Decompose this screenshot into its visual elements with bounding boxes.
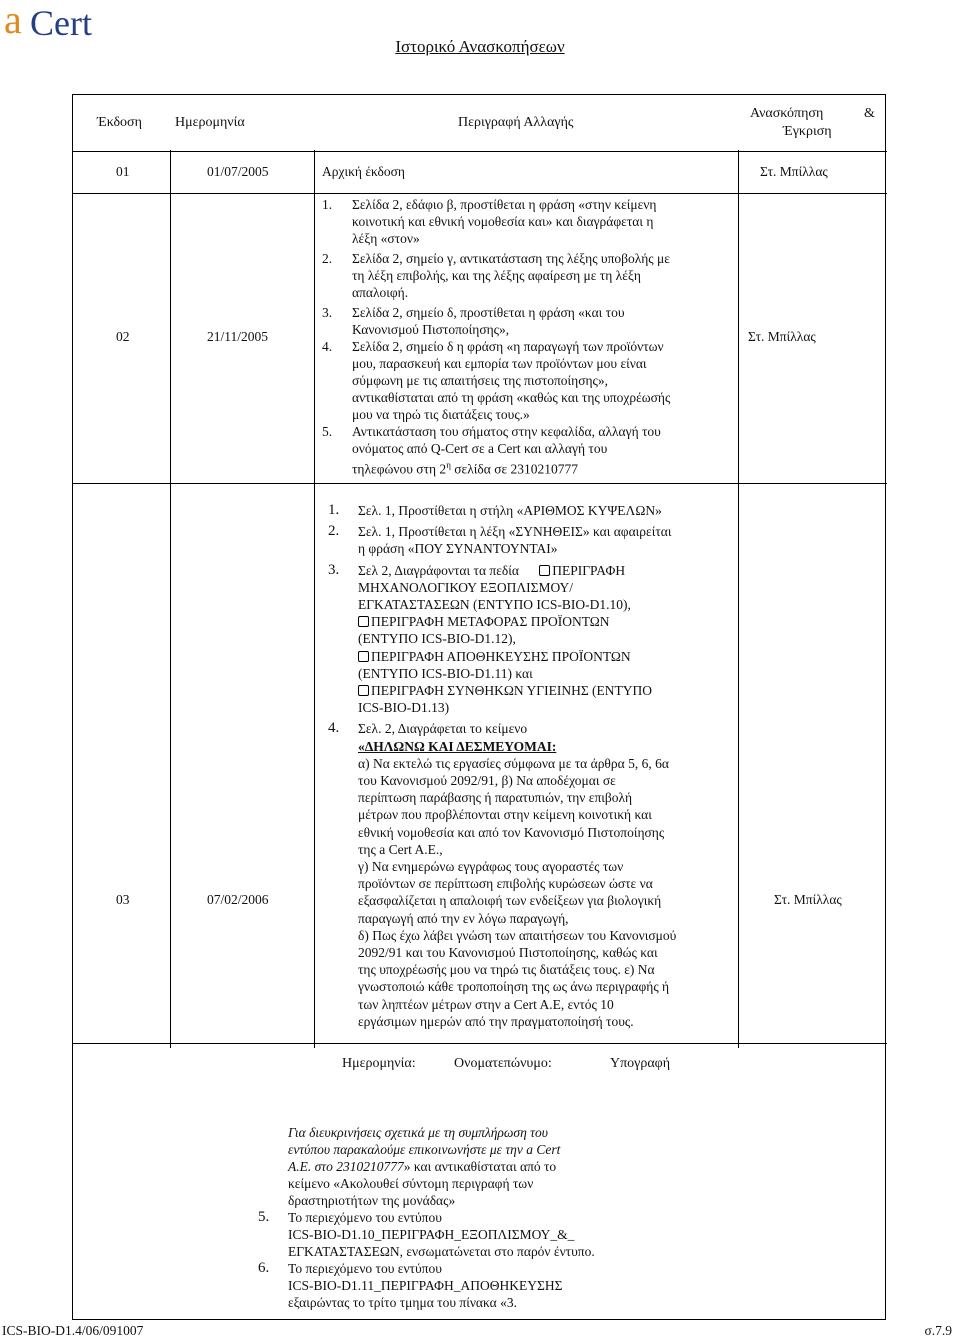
signature-name-label: Ονοματεπώνυμο:	[454, 1056, 552, 1071]
footer-document-code: ICS-BIO-D1.4/06/091007	[2, 1323, 144, 1338]
list-item: 2. Σελ. 1, Προστίθεται η λέξη «ΣΥΝΗΘΕΙΣ» και αφαιρείται η φράση «ΠΟΥ ΣΥΝΑΝΤΟΥΝΤΑΙ»	[328, 523, 672, 557]
row3-changes-list	[322, 502, 732, 1030]
checkbox-icon	[358, 651, 369, 662]
signature-sign-label: Υπογραφή	[610, 1056, 671, 1071]
row2-approver: Στ. Μπίλλας	[748, 329, 816, 344]
list-item: 1. Σελ. 1, Προστίθεται η στήλη «ΑΡΙΘΜΟΣ ΚΥΨΕΛΩΝ»	[328, 502, 662, 518]
row2-changes-list	[316, 196, 726, 478]
list-item: 4. Σελίδα 2, σημείο δ η φράση «η παραγωγή των προϊόντων μου, παρασκευή και εμπορία των προϊόντων μου είναι σύμφωνη με τις απαιτήσεις της πιστοποίησης», αντικαθίσταται από τη φράση «καθώς και της υποχρέωσής μου να τηρώ τις διατάξεις τους.»	[322, 339, 671, 422]
header-description: Περιγραφή Αλλαγής	[458, 115, 574, 130]
list-item: 5. Το περιεχόμενο του εντύπου ICS-BIO-D1.10_ΠΕΡΙΓΡΑΦΗ_ΕΞΟΠΛΙΣΜΟΥ_&_ ΕΓΚΑΤΑΣΤΑΣΕΩΝ, ενσωματώνεται στο παρόν έντυπο.	[258, 1209, 595, 1259]
row1-version: 01	[116, 164, 130, 179]
notes-block: Για διευκρινήσεις σχετικά με τη συμπλήρωση του εντύπου παρακαλούμε επικοινωνήστε με την a Cert A.E. στο 2310210777» και αντικαθίσταται από το κείμενο «Ακολουθεί σύντομη περιγραφή των δραστηριοτήτων της μονάδας» 5. Το περιεχόμενο του εντύπου ICS-BIO-D1.10_ΠΕΡΙΓΡΑΦΗ_ΕΞΟΠΛΙΣΜΟΥ_&_ ΕΓΚΑΤΑΣΤΑΣΕΩΝ, ενσωματώνεται στο παρόν έντυπο. 6. Το περιεχόμενο του εντύπου ICS-BIO-D1.11_ΠΕΡΙΓΡΑΦΗ_ΑΠΟΘΗΚΕΥΣΗΣ εξαιρώντας το τρίτο τμημα του πίνακα «3.	[256, 1124, 696, 1311]
header-approval: Έγκριση	[783, 124, 832, 139]
list-item: 5. Αντικατάσταση του σήματος στην κεφαλίδα, αλλαγή του ονόματος από Q-Cert σε a Cert και αλλαγή του τηλεφώνου στη $2^\eta$ σελίδα σε 2310210777	[322, 424, 661, 477]
list-item: 2. Σελίδα 2, σημείο γ, αντικατάσταση της λέξης υποβολής με τη λέξη επιβολής, και της λέξης αφαίρεση με τη λέξη απαλοιφή.	[322, 251, 670, 300]
row1-approver: Στ. Μπίλλας	[760, 164, 828, 179]
logo-cert: Cert	[30, 3, 92, 43]
header-version: Έκδοση	[97, 115, 142, 130]
row1-date: 01/07/2005	[207, 164, 269, 179]
signature-date-label: Ημερομηνία:	[342, 1056, 416, 1071]
page-title: Ιστορικό Ανασκοπήσεων	[395, 37, 565, 56]
header-review: Ανασκόπηση	[750, 106, 824, 121]
row2-date: 21/11/2005	[207, 329, 269, 344]
header-review-amp: &	[864, 106, 875, 121]
list-item: 3. Σελίδα 2, σημείο δ, προστίθεται η φράση «και του Κανονισμού Πιστοποίησης»,	[322, 305, 625, 337]
row3-version: 03	[116, 892, 130, 907]
row3-date: 07/02/2006	[207, 892, 269, 907]
list-item: 3. Σελ 2, Διαγράφονται τα πεδία ΠΕΡΙΓΡΑΦΗ ΜΗΧΑΝΟΛΟΓΙΚΟΥ ΕΞΟΠΛΙΣΜΟΥ/ ΕΓΚΑΤΑΣΤΑΣΕΩΝ (ΕΝΤΥΠΟ ICS-BIO-D1.10), ΠΕΡΙΓΡΑΦΗ ΜΕΤΑΦΟΡΑΣ ΠΡΟΪΟΝΤΩΝ (ΕΝΤΥΠΟ ICS-BIO-D1.12), ΠΕΡΙΓΡΑΦΗ ΑΠΟΘΗΚΕΥΣΗΣ ΠΡΟΪΟΝΤΩΝ (ΕΝΤΥΠΟ ICS-BIO-D1.11) και ΠΕΡΙΓΡΑΦΗ ΣΥΝΘΗΚΩΝ ΥΓΙΕΙΝΗΣ (ΕΝΤΥΠΟ ICS-BIO-D1.13)	[328, 561, 653, 716]
header-date: Ημερομηνία	[175, 115, 245, 130]
logo-a: a	[4, 0, 22, 42]
row1-description: Αρχική έκδοση	[322, 164, 405, 179]
checkbox-icon	[358, 685, 369, 696]
row2-version: 02	[116, 329, 130, 344]
row3-approver: Στ. Μπίλλας	[774, 892, 842, 907]
list-item: 1. Σελίδα 2, εδάφιο β, προστίθεται η φράση «στην κείμενη κοινοτική και εθνική νομοθεσία και» και διαγράφεται η λέξη «στον»	[322, 197, 657, 246]
checkbox-icon	[539, 565, 550, 576]
checkbox-icon	[358, 616, 369, 627]
footer-page-number: σ.7.9	[924, 1323, 952, 1338]
list-item: 6. Το περιεχόμενο του εντύπου ICS-BIO-D1.11_ΠΕΡΙΓΡΑΦΗ_ΑΠΟΘΗΚΕΥΣΗΣ εξαιρώντας το τρίτο τμημα του πίνακα «3.	[258, 1260, 563, 1310]
list-item: 4. Σελ. 2, Διαγράφεται το κείμενο «ΔΗΛΩΝΩ ΚΑΙ ΔΕΣΜΕΥΟΜΑΙ: α) Να εκτελώ τις εργασίες σύμφωνα με τα άρθρα 5, 6, 6α του Κανονισμού 2092/91, β) Να αποδέχομαι σε περίπτωση παράβασης ή παρατυπιών, την επιβολή μέτρων που προβλέπονται στην κείμενη κοινοτική και εθνική νομοθεσία και από τον Κανονισμό Πιστοποίησης της a Cert A.E., γ) Να ενημερώνω εγγράφως τους αγοραστές των προϊόντων σε περίπτωση επιβολής κυρώσεων ώστε να εξασφαλίζεται η απαλοιφή των ενδείξεων για βιολογική παραγωγή από την εν λόγω παραγωγή, δ) Πως έχω λάβει γνώση των απαιτήσεων του Κανονισμού 2092/91 και του Κανονισμού Πιστοποίησης, καθώς και της υποχρέωσής μου να τηρώ τις διατάξεις τους. ε) Να γνωστοποιώ κάθε τροποποίηση της ως άνω περιγραφής ή των ληπτέων μέτρων στην a Cert A.E, εντός 10 εργάσιμων ημερών από την πραγματοποίησή τους.	[328, 720, 677, 1029]
